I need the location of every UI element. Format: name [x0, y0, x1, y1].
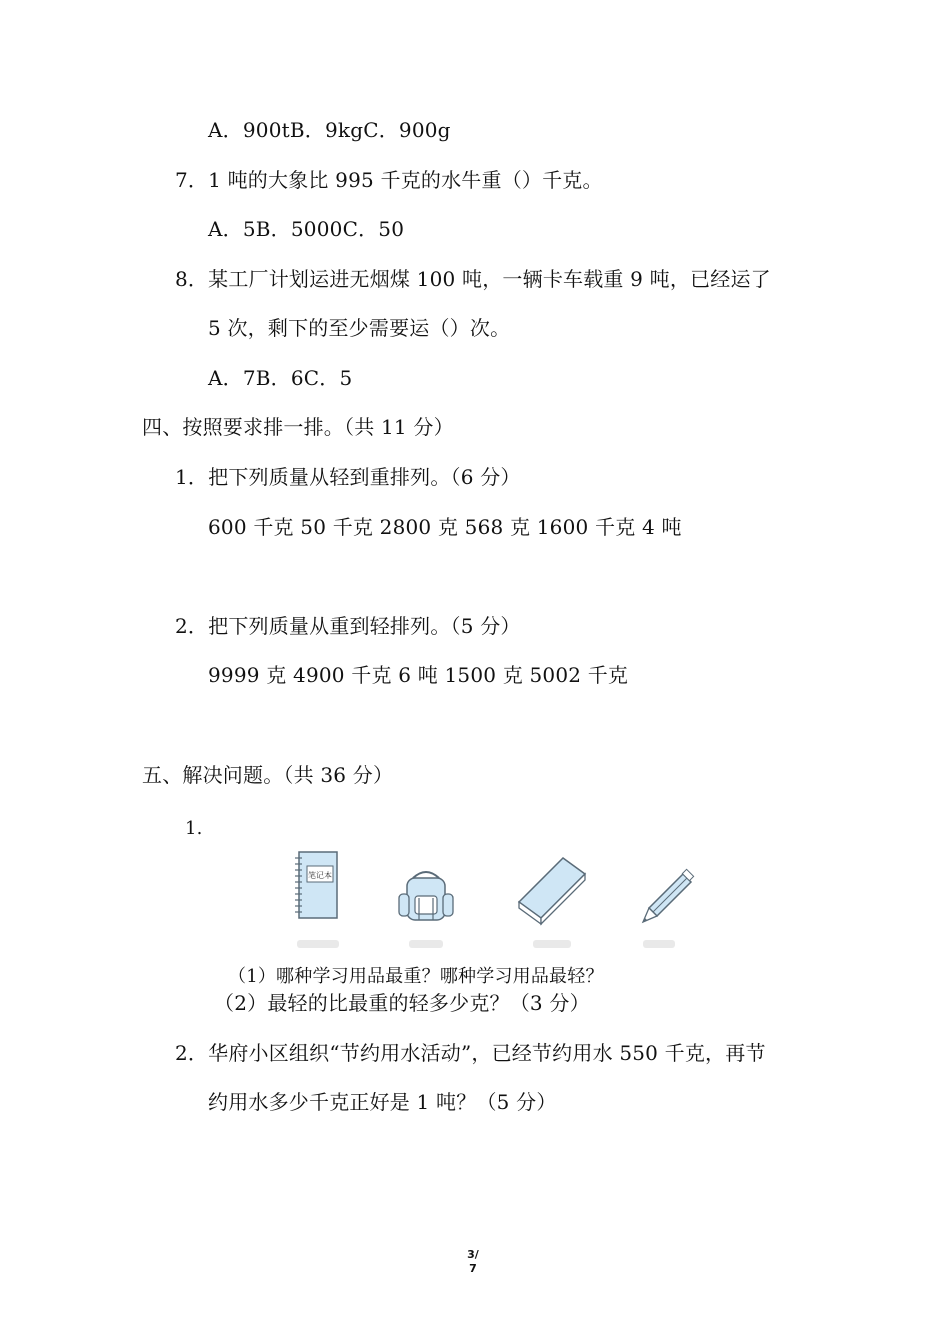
- pencil-picture: [637, 868, 697, 928]
- section-5-heading: 五、解决问题。（共 36 分）: [142, 763, 394, 787]
- q8-options: A．7B．6C．5: [208, 366, 353, 390]
- section-5-question-2-line-2: 约用水多少千克正好是 1 吨？（5 分）: [208, 1090, 557, 1114]
- section-5-question-1-part-1: （1）哪种学习用品最重？哪种学习用品最轻？: [228, 966, 604, 987]
- section-4-question-1-items: 600 千克 50 千克 2800 克 568 克 1600 千克 4 吨: [208, 515, 682, 539]
- page-number-total: 7: [469, 1262, 477, 1275]
- section-4-question-1: 1．把下列质量从轻到重排列。（6 分）: [175, 465, 521, 489]
- backpack-picture: [395, 868, 457, 926]
- section-5-question-2-line-1: 2．华府小区组织“节约用水活动”，已经节约用水 550 千克，再节: [175, 1041, 766, 1065]
- q6-options: A．900tB．9kgC．900g: [208, 118, 451, 142]
- section-5-question-1-part-2: （2）最轻的比最重的轻多少克？（3 分）: [214, 991, 590, 1015]
- page-number-current: 3/: [467, 1248, 479, 1261]
- question-8-line-2: 5 次，剩下的至少需要运（）次。: [208, 316, 511, 340]
- section-4-question-2-items: 9999 克 4900 千克 6 吨 1500 克 5002 千克: [208, 663, 629, 687]
- page-number: [458, 1248, 488, 1276]
- question-8-line-1: 8．某工厂计划运进无烟煤 100 吨，一辆卡车载重 9 吨，已经运了: [175, 267, 771, 291]
- notebook-cover-label: 笔记本: [308, 871, 332, 880]
- section-4-heading: 四、按照要求排一排。（共 11 分）: [142, 415, 454, 439]
- notebook-picture: [293, 850, 341, 922]
- school-supplies-illustration: [285, 850, 715, 955]
- q7-options: A．5B．5000C．50: [208, 217, 405, 241]
- section-5-question-1: 1.: [185, 818, 203, 839]
- section-4-question-2: 2．把下列质量从重到轻排列。（5 分）: [175, 614, 521, 638]
- question-7: 7．1 吨的大象比 995 千克的水牛重（）千克。: [175, 168, 603, 192]
- eraser-picture: [513, 854, 589, 928]
